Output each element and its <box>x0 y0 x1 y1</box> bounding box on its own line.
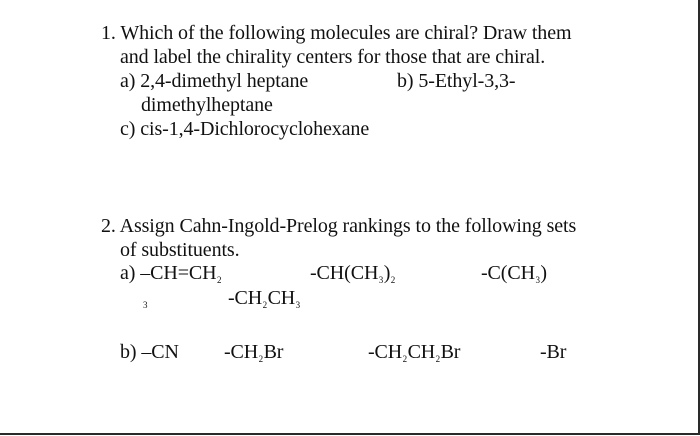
q2-a-sub2-paren: ) <box>383 262 391 284</box>
q1-line1: 1. Which of the following molecules are chiral? Draw them <box>101 22 572 44</box>
q2-b-sub2-text2: Br <box>263 341 284 363</box>
q2-a-sub1 <box>140 262 222 284</box>
q2-a-sub2-text: -CH(CH <box>310 262 379 284</box>
q2-a-row <box>120 262 222 287</box>
q2-a-stray-subscript: 3 <box>143 300 148 310</box>
q2-b-sub1: –CN <box>141 341 179 363</box>
q2-a-sub3-subscript: 3 <box>535 275 540 285</box>
q2-line2: of substituents. <box>120 239 240 261</box>
q2-b-sub3-text2: CH <box>407 341 436 363</box>
q2-b-sub3 <box>368 341 460 366</box>
q2-a-sub2-subscript2: 2 <box>390 275 396 285</box>
q2-b-sub4: -Br <box>540 341 567 363</box>
q2-a-sub4 <box>228 287 301 312</box>
q2-b-sub3-text1: -CH <box>368 341 403 363</box>
q1-item-a: a) 2,4-dimethyl heptane <box>120 70 309 92</box>
q2-a-sub4-text2: CH <box>267 287 296 309</box>
q2-a-sub4-subscript1: 2 <box>262 300 268 310</box>
q2-a-sub3 <box>481 262 547 287</box>
q2-a-sub1-subscript: 2 <box>217 275 222 285</box>
q2-a-sub2 <box>310 262 396 287</box>
q2-b-sub3-text3: Br <box>440 341 461 363</box>
q2-b-sub3-subscript1: 2 <box>402 354 408 364</box>
q2-b-sub3-subscript2: 2 <box>435 354 441 364</box>
q1-item-c: c) cis-1,4-Dichlorocyclohexane <box>120 118 370 140</box>
q2-a-label: a) <box>120 262 136 284</box>
q2-a-sub2-subscript1: 3 <box>378 275 384 285</box>
q1-line2: and label the chirality centers for those that are chiral. <box>120 46 546 68</box>
q2-a-sub3-text: -C(CH <box>481 262 535 284</box>
q1-item-b: b) 5-Ethyl-3,3- <box>397 70 516 92</box>
q2-a-sub4-subscript2: 3 <box>295 300 301 310</box>
q2-b-sub2 <box>224 341 283 366</box>
q2-a-sub1-text: –CH=CH <box>140 262 217 284</box>
q2-b-label: b) <box>120 341 137 363</box>
q2-line1: 2. Assign Cahn-Ingold-Prelog rankings to the following sets <box>101 215 577 237</box>
q2-a-sub4-text1: -CH <box>228 287 263 309</box>
q2-b-row <box>120 341 179 363</box>
q1-item-b-continued: dimethylheptane <box>141 94 273 116</box>
q2-b-sub2-subscript: 2 <box>258 354 264 364</box>
q2-b-sub2-text1: -CH <box>224 341 259 363</box>
q2-a-sub3-paren: ) <box>540 262 547 284</box>
